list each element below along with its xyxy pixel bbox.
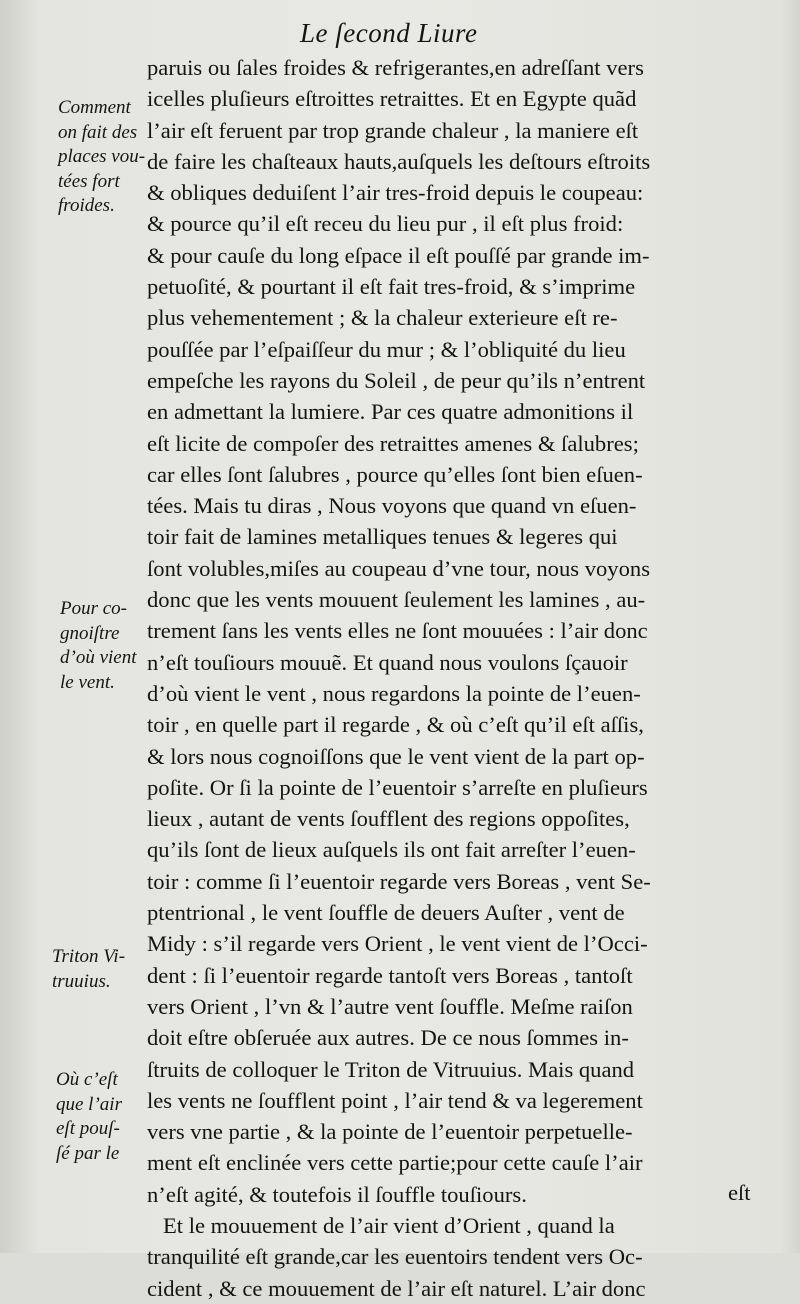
margin-note-cool-rooms [58, 96, 158, 219]
running-head: Le ſecond Liure [300, 18, 478, 48]
margin-note-line: le vent. [60, 671, 115, 693]
text-line: n’eſt agité, & toutefois il ſouffle touſiours. [147, 1181, 527, 1207]
margin-note-line: places vou- [58, 146, 146, 167]
text-line: qu’ils ſont de lieux auſquels ils ont fait arreſter l’euen- [147, 837, 636, 863]
text-line: Midy : s’il regarde vers Orient , le vent vient de l’Occi- [147, 931, 648, 957]
margin-note-line: Triton Vi- [52, 946, 126, 967]
text-line: ſtruits de colloquer le Triton de Vitruuius. Mais quand [147, 1056, 635, 1082]
margin-note-line: ſé par le [56, 1142, 120, 1164]
body-text [147, 52, 767, 1304]
text-line: & obliques deduiſent l’air tres-froid depuis le coupeau: [147, 180, 644, 206]
text-line: & lors nous cognoiſſons que le vent vient de la part op- [147, 743, 645, 769]
text-line: dent : ſi l’euentoir regarde tantoſt vers Boreas , tantoſt [147, 962, 633, 988]
margin-note-line: gnoiſtre [60, 622, 120, 644]
text-line: doit eſtre obſeruée aux autres. De ce nous ſommes in- [147, 1025, 629, 1051]
text-line: l’air eſt feruent par trop grande chaleur , la maniere eſt [147, 117, 639, 143]
text-line: car elles ſont ſalubres , pource qu’elles ſont bien eſuen- [147, 461, 643, 487]
text-line: petuoſité, & pourtant il eſt fait tres-froid, & s’imprime [147, 274, 636, 300]
margin-note-line: Où c’eſt [56, 1069, 118, 1090]
text-line: les vents ne ſoufflent point , l’air tend & va legerement [147, 1087, 643, 1113]
margin-note-line: tées fort [58, 170, 120, 192]
text-line: trement ſans les vents elles ne ſont mouuées : l’air donc [147, 618, 648, 644]
text-line: plus vehementement ; & la chaleur exterieure eſt re- [147, 305, 618, 331]
text-line: ptentrional , le vent ſouffle de deuers Auſter , vent de [147, 900, 625, 926]
text-line: ment eſt enclinée vers cette partie;pour cette cauſe l’air [147, 1150, 643, 1176]
text-line: & pour cauſe du long eſpace il eſt pouſſé par grande im- [147, 242, 650, 268]
text-line: toir : comme ſi l’euentoir regarde vers Boreas , vent Se- [147, 868, 651, 894]
text-line: pouſſée par l’eſpaiſſeur du mur ; & l’obliquité du lieu [147, 336, 626, 362]
text-line: empeſche les rayons du Soleil , de peur qu’ils n’entrent [147, 367, 646, 393]
margin-note-line: eſt pouſ- [56, 1118, 120, 1139]
catchword: eſt [728, 1180, 751, 1205]
text-line: donc que les vents mouuent ſeulement les lamines , au- [147, 587, 646, 613]
text-line: icelles pluſieurs eſtroittes retraittes. Et en Egypte quãd [147, 86, 637, 112]
text-line: cident , & ce mouuement de l’air eſt naturel. L’air donc [147, 1275, 646, 1301]
text-line: Et le mouuement de l’air vient d’Orient , quand la [163, 1212, 615, 1238]
margin-note-line: Pour co- [60, 598, 128, 619]
margin-note-wind-origin [60, 597, 160, 695]
text-line: poſite. Or ſi la pointe de l’euentoir s’arreſte en pluſieurs [147, 774, 648, 800]
margin-note-line: que l’air [56, 1093, 122, 1115]
margin-note-line: Comment [58, 97, 131, 118]
text-line: tranquilité eſt grande,car les euentoirs tendent vers Oc- [147, 1244, 643, 1270]
text-line: en admettant la lumiere. Par ces quatre admonitions il [147, 399, 634, 425]
text-line: toir fait de lamines metalliques tenues & legeres qui [147, 524, 618, 550]
margin-note-line: froides. [58, 195, 115, 216]
text-line: toir , en quelle part il regarde , & où c’eſt qu’il eſt aſſis, [147, 712, 644, 738]
text-line: vers vne partie , & la pointe de l’euentoir perpetuelle- [147, 1119, 633, 1145]
text-line: de faire les chaſteaux hauts,auſquels les deſtours eſtroits [147, 148, 651, 174]
text-line: lieux , autant de vents ſoufflent des regions oppoſites, [147, 806, 630, 832]
text-line: vers Orient , l’vn & l’autre vent ſouffle. Meſme raiſon [147, 993, 633, 1019]
margin-note-line: on fait des [58, 121, 138, 143]
text-line: eſt licite de compoſer des retraittes amenes & ſalubres; [147, 430, 639, 456]
margin-note-triton [52, 945, 152, 994]
text-line: d’où vient le vent , nous regardons la pointe de l’euen- [147, 680, 641, 706]
text-line: tées. Mais tu diras , Nous voyons que quand vn eſuen- [147, 493, 637, 519]
margin-note-air-pushed [56, 1068, 156, 1166]
text-line: & pource qu’il eſt receu du lieu pur , il eſt plus froid: [147, 211, 624, 237]
text-line: paruis ou ſales froides & refrigerantes,en adreſſant vers [147, 55, 644, 80]
margin-note-line: d’où vient [60, 647, 137, 668]
text-line: n’eſt touſiours mouuẽ. Et quand nous voulons ſçauoir [147, 649, 628, 675]
text-line: ſont volubles,miſes au coupeau d’vne tour, nous voyons [147, 555, 650, 581]
margin-note-line: truuius. [52, 970, 111, 992]
